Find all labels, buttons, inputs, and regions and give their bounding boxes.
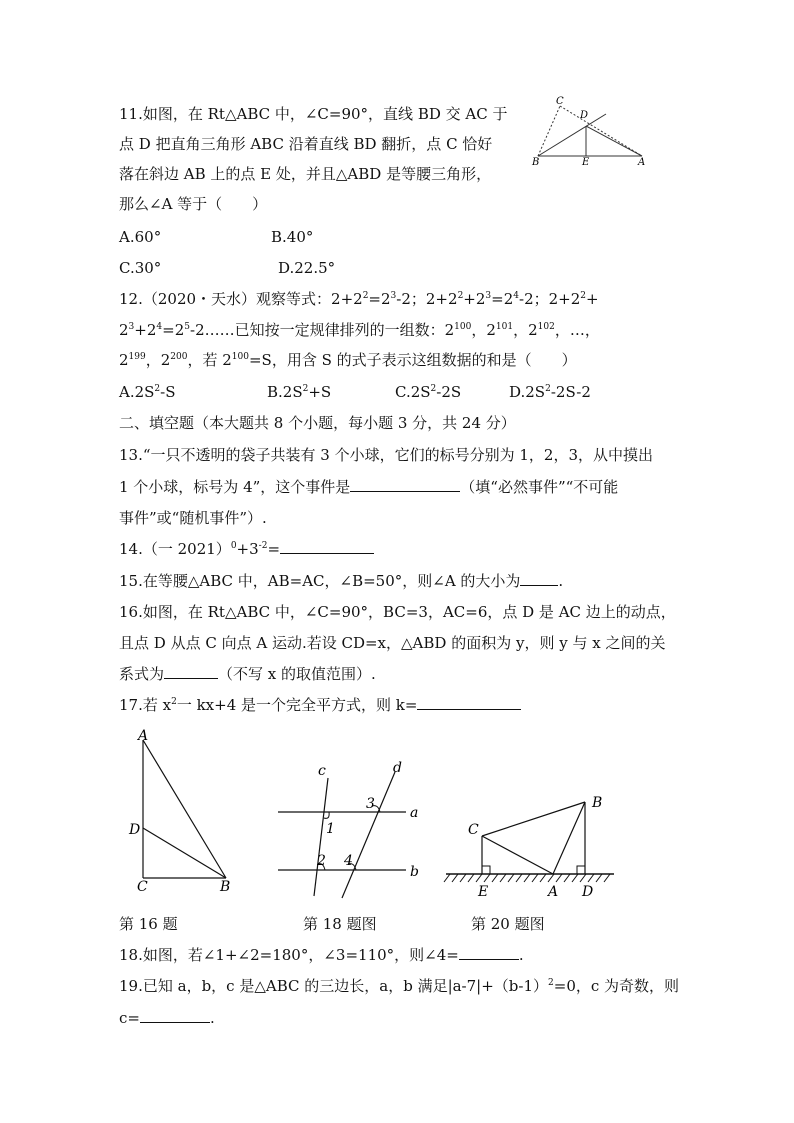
q12-option-c: $C.2S^2-2S$ [395,383,462,401]
fig20-right-angle-e [482,866,490,874]
caption-fig20: 第 20 题图 [471,915,545,933]
fig20-ground-hatching [444,874,610,882]
fig20-triangles [440,790,620,902]
q11-segment-ca [560,106,642,156]
fig18-line-d [342,772,395,898]
fig16-label-a: A [138,728,149,744]
caption-fig16: 第 16 题 [119,915,178,933]
q11-label-a: A [638,157,646,166]
fig18-label-b: b [410,864,419,880]
fig16-label-d: D [129,822,141,838]
q12-line-1: 12.（2020・天水）观察等式：$2+2^2=2^3-2$；$2+2^2+2^3=2^4-2$；$2+2^2+$ [119,290,599,308]
q11-line-3: 落在斜边 AB 上的点 E 处，并且△ABD 是等腰三角形， [119,165,492,183]
q11-option-b: B.40° [271,228,314,246]
q11-segment-bd [538,114,606,156]
fig18-label-1: 1 [326,821,335,837]
fig20-label-c: C [468,822,479,838]
q17-answer-blank[interactable] [417,695,521,710]
fig16-segment-ab [143,740,226,878]
q14-answer-blank[interactable] [280,539,374,554]
fig16-triangle [128,728,248,898]
q15-answer-blank[interactable] [520,571,558,586]
q11-option-c: C.30° [119,259,162,277]
caption-fig18: 第 18 题图 [303,915,377,933]
fig18-label-2: 2 [317,853,326,869]
q18-line: 18.如图，若∠1+∠2=180°，∠3=110°，则∠4= . [119,946,524,964]
q13-answer-blank[interactable] [350,477,460,492]
fig18-parallel-lines [268,756,428,906]
fig18-label-3: 3 [366,796,375,812]
q16-line-1: 16.如图，在 Rt△ABC 中，∠C=90°，BC=3，AC=6，点 D 是 AC 边上的动点， [119,603,676,621]
q12-option-a: $A.2S^2-S$ [119,383,176,401]
q11-label-d: D [580,110,589,121]
fig20-label-b: B [592,795,603,811]
q12-option-b: $B.2S^2+S$ [267,383,332,401]
q11-option-a: A.60° [119,228,162,246]
q19-line-1: 19.已知 a，b，c 是△ABC 的三边长，a，b 满足$|a-7|+(b-1)^2=0$，c 为奇数，则 [119,977,680,995]
q16-line-2: 且点 D 从点 C 向点 A 运动.若设 CD=x，△ABD 的面积为 y，则 y 与 x 之间的关 [119,634,666,652]
q19-answer-blank[interactable] [140,1008,210,1023]
q12-line-2: $2^3+2^4=2^5-2\dots\dots$已知按一定规律排列的一组数：$2^{100}$，$2^{101}$，$2^{102}$，…， [119,321,600,339]
q13-line-2: 1 个小球，标号为 4”，这个事件是 （填“必然事件”“不可能 [119,478,619,496]
fig20-right-angle-d [577,866,585,874]
q11-segment-da [586,126,642,156]
q12-line-3: $2^{199}$，$2^{200}$，若 $2^{100}=S$，用含 S 的式子表示这组数据的和是（ ） [119,351,577,369]
q17-line: 17.若 $x^2$一 kx+4 是一个完全平方式，则 k= [119,695,521,715]
q11-figure [528,94,648,166]
q14-line: 14.（一 $2021)^0+3^{-2}=$ [119,539,374,559]
fig18-label-4: 4 [344,853,353,869]
q11-option-d: D.22.5° [278,259,336,277]
q16-answer-blank[interactable] [164,664,218,679]
q11-label-e: E [582,157,590,166]
fig20-segment-cb [482,802,585,836]
fig20-segment-ca [482,836,553,874]
fig20-label-d: D [582,884,594,900]
q11-segment-bc [538,106,560,156]
fig20-segment-ba [553,802,585,874]
q16-line-3: 系式为 （不写 x 的取值范围）. [119,665,376,683]
q12-option-d: $D.2S^2-2S-2$ [509,383,591,401]
q13-line-1: 13.“一只不透明的袋子共装有 3 个小球，它们的标号分别为 1，2，3，从中摸出 [119,446,654,464]
fig16-segment-db [143,828,226,878]
fig16-label-b: B [220,879,231,895]
q11-label-b: B [532,157,540,166]
q11-label-c: C [556,96,564,107]
fig18-line-c [314,778,328,896]
q11-line-1: 11.如图，在 Rt△ABC 中，∠C=90°，直线 BD 交 AC 于 [119,105,508,123]
q13-line-3: 事件”或“随机事件”）. [119,509,267,527]
fig18-angle-1-arc [324,812,329,818]
q19-line-2: c= . [119,1009,215,1027]
fig18-label-d: d [393,760,402,776]
fig20-label-a: A [548,884,559,900]
q11-line-4: 那么∠A 等于（ ） [119,195,268,213]
fig18-label-c: c [318,763,326,779]
q15-line: 15.在等腰△ABC 中，AB=AC，∠B=50°，则∠A 的大小为 . [119,572,564,590]
fig16-label-c: C [137,879,148,895]
fig20-label-e: E [478,884,489,900]
section-heading: 二、填空题（本大题共 8 个小题，每小题 3 分，共 24 分） [119,414,516,432]
fig18-label-a: a [410,805,419,821]
q11-line-2: 点 D 把直角三角形 ABC 沿着直线 BD 翻折，点 C 恰好 [119,135,493,153]
q18-answer-blank[interactable] [459,945,519,960]
